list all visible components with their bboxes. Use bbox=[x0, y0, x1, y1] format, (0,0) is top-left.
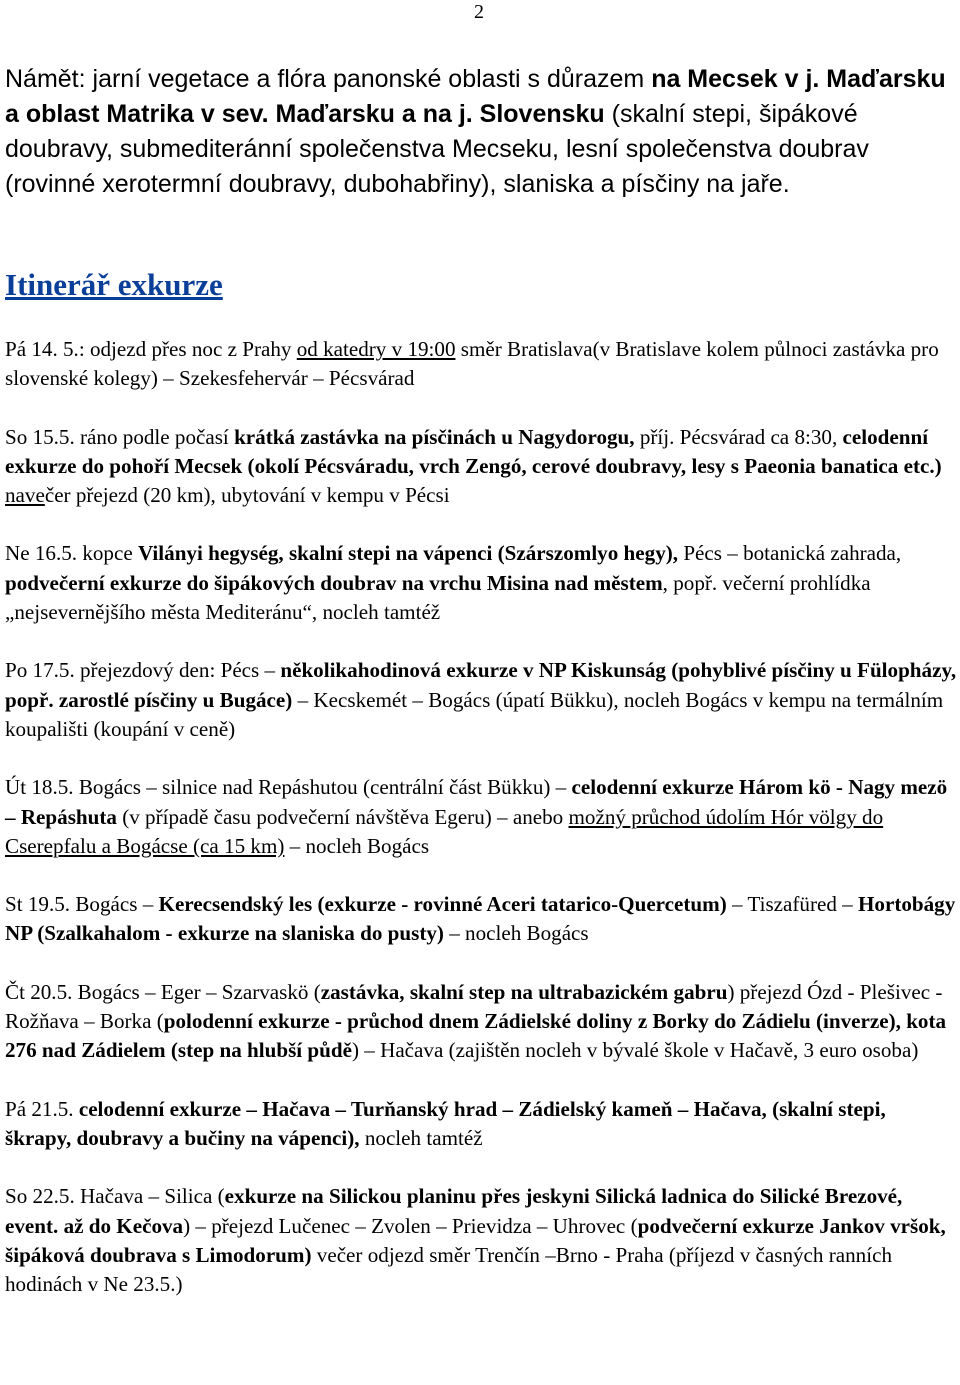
entry-bold: několikahodinová exkurze v NP Kiskunság (pohyblivé písčiny u Fülopházy, popř. zarostlé písčiny u Bugáce) bbox=[5, 658, 957, 712]
entry-underlined: od katedry v 19:00 bbox=[296, 337, 456, 361]
entry-text: Pá 21.5. bbox=[5, 1096, 79, 1121]
itinerary-day-saturday-22 bbox=[5, 1182, 957, 1299]
entry-text: Út 18.5. Bogács – silnice nad Repáshutou (centrální část Bükku) – bbox=[5, 775, 572, 800]
page-number: 2 bbox=[474, 1, 484, 23]
entry-text: ) – Hačava (zajištěn nocleh v bývalé škole v Hačavě, 3 euro osoba) bbox=[351, 1038, 919, 1063]
entry-text: ) přejezd Ózd - Plešivec - Rožňava – Borka ( bbox=[5, 979, 943, 1034]
itinerary-day-saturday-15 bbox=[5, 423, 957, 511]
entry-text: – nocleh Bogács bbox=[284, 833, 430, 858]
entry-text: , popř. večerní prohlídka „nejsevernějšího města Mediteránu“, nocleh tamtéž bbox=[5, 570, 871, 625]
entry-text: St 19.5. Bogács – bbox=[5, 892, 159, 917]
entry-text: Ne 16.5. kopce bbox=[5, 541, 138, 566]
entry-text: – Tiszafüred – bbox=[726, 892, 858, 917]
entry-bold: Kerecsendský les (exkurze - rovinné Aceri tatarico-Quercetum) bbox=[158, 892, 727, 917]
entry-text: směr Bratislava(v Bratislave kolem půlnoci zastávka pro slovenské kolegy) – Szekesfehervár – Pécsvárad bbox=[5, 337, 939, 391]
entry-text: ) – přejezd Lučenec – Zvolen – Prievidza – Uhrovec ( bbox=[183, 1213, 638, 1238]
entry-bold: krátká zastávka na písčinách u Nagydorogu, bbox=[234, 424, 635, 449]
entry-underlined: možný průchod údolím Hór völgy do Cserepfalu a Bogácse (ca 15 km) bbox=[5, 804, 884, 858]
itinerary-day-wednesday-19 bbox=[5, 890, 957, 949]
topic-text: (skalní stepi, šipákové doubravy, submediteránní společenstva Mecseku, lesní společenstva doubrav (rovinné xerotermní doubravy, dubohabřiny), slaniska a písčiny na jaře. bbox=[5, 100, 869, 198]
entry-bold: Hortobágy NP (Szalkahalom - exkurze na slaniska do pusty) bbox=[5, 892, 956, 946]
entry-bold: zastávka, skalní step na ultrabazickém gabru bbox=[320, 979, 728, 1004]
entry-text: Pá 14. 5.: odjezd přes noc z Prahy bbox=[5, 337, 297, 361]
entry-bold: celodenní exkurze – Hačava – Turňanský hrad – Zádielský kameň – Hačava, (skalní stepi, škrapy, doubravy a bučiny na vápenci), bbox=[5, 1096, 886, 1150]
entry-bold: Vilányi hegység, skalní stepi na vápenci (Szárszomlyo hegy), bbox=[137, 541, 679, 566]
entry-bold: podvečerní exkurze do šipákových doubrav na vrchu Misina nad městem bbox=[5, 570, 663, 595]
itinerary-day-monday-17 bbox=[5, 656, 957, 744]
entry-text: – Kecskemét – Bogács (úpatí Bükku), nocleh Bogács v kempu na termálním koupališti (koupání v ceně) bbox=[5, 687, 944, 741]
entry-text: Po 17.5. přejezdový den: Pécs – bbox=[5, 658, 281, 683]
entry-text: příj. Pécsvárad ca 8:30, bbox=[634, 424, 843, 449]
entry-text: nocleh tamtéž bbox=[359, 1125, 483, 1150]
itinerary-day-tuesday-18 bbox=[5, 773, 957, 861]
itinerary-day-sunday-16 bbox=[5, 539, 957, 627]
itinerary-day-thursday-20 bbox=[5, 978, 957, 1066]
entry-text: – nocleh Bogács bbox=[443, 921, 589, 946]
itinerary-day-friday-21 bbox=[5, 1095, 957, 1154]
entry-underlined: nave bbox=[5, 483, 45, 508]
itinerary-heading: Itinerář exkurze bbox=[5, 267, 223, 302]
topic-text: Námět: jarní vegetace a flóra panonské oblasti s důrazem bbox=[5, 65, 652, 93]
topic-emphasis: na Mecsek v j. Maďarsku a oblast Matrika v sev. Maďarsku a na j. Slovensku bbox=[5, 65, 946, 128]
entry-bold: celodenní exkurze do pohoří Mecsek (okolí Pécsváradu, vrch Zengó, cerové doubravy, lesy s Paeonia banatica etc.) bbox=[5, 424, 942, 478]
entry-text: Čt 20.5. Bogács – Eger – Szarvaskö ( bbox=[5, 979, 321, 1004]
entry-text: (v případě času podvečerní návštěva Egeru) – anebo bbox=[116, 804, 569, 829]
excursion-topic bbox=[5, 62, 955, 202]
entry-text: Pécs – botanická zahrada, bbox=[678, 541, 902, 566]
entry-text: čer přejezd (20 km), ubytování v kempu v Pécsi bbox=[44, 483, 450, 508]
itinerary-list bbox=[5, 335, 957, 1299]
entry-bold: podvečerní exkurze Jankov vršok, šipáková doubrava s Limodorum) bbox=[5, 1213, 946, 1267]
entry-text: večer odjezd směr Trenčín –Brno - Praha (příjezd v časných ranních hodinách v Ne 23.5.) bbox=[5, 1242, 892, 1297]
entry-bold: exkurze na Silickou planinu přes jeskyni Silická ladnica do Silické Brezové, event. až do Kečova bbox=[5, 1184, 903, 1238]
entry-bold: celodenní exkurze Három kö - Nagy mezö – Repáshuta bbox=[5, 775, 948, 829]
entry-bold: polodenní exkurze - průchod dnem Zádielské doliny z Borky do Zádielu (inverze), kota 276 nad Zádielem (step na hlubší půdě bbox=[5, 1009, 947, 1063]
entry-text: So 22.5. Hačava – Silica ( bbox=[5, 1184, 225, 1209]
entry-text: So 15.5. ráno podle počasí bbox=[5, 424, 235, 449]
itinerary-day-friday-14 bbox=[5, 335, 957, 394]
